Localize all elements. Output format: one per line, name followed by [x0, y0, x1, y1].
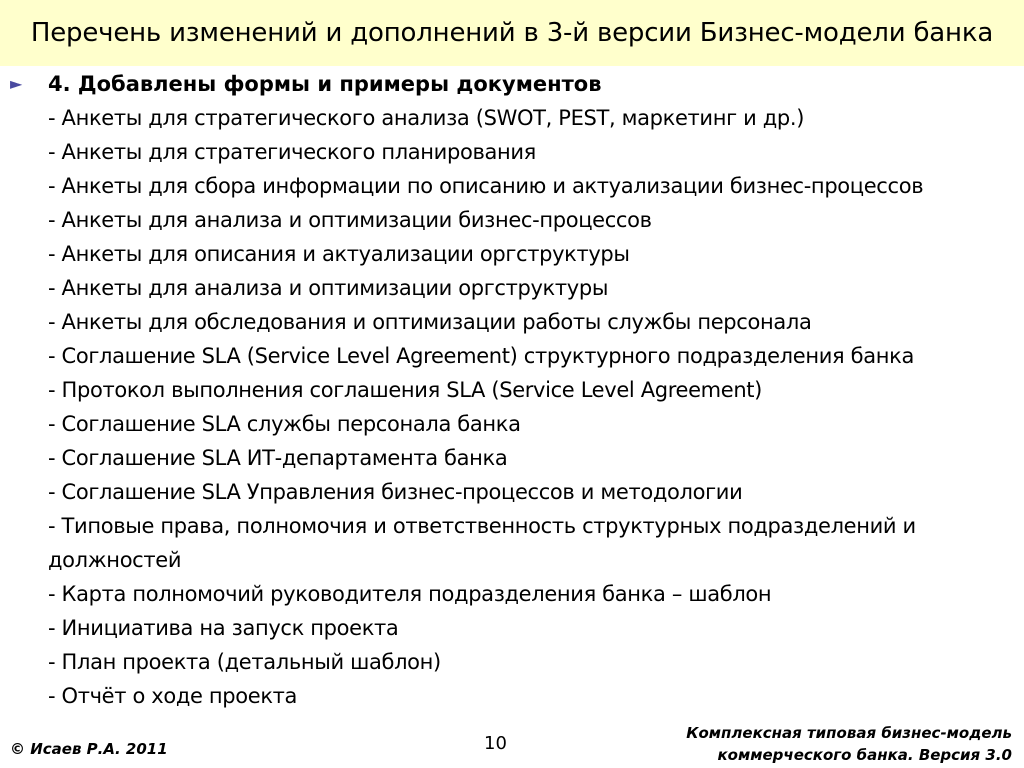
list-item: - Отчёт о ходе проекта: [48, 684, 298, 708]
product-caption-line1: Комплексная типовая бизнес-модель: [686, 724, 1012, 742]
list-item: - Анкеты для описания и актуализации оргструктуры: [48, 242, 630, 266]
list-item: - Типовые права, полномочия и ответственность структурных подразделений и должностей: [48, 514, 916, 572]
list-item: - План проекта (детальный шаблон): [48, 650, 441, 674]
list-item: - Соглашение SLA службы персонала банка: [48, 412, 521, 436]
list-item: - Соглашение SLA (Service Level Agreement) структурного подразделения банка: [48, 344, 914, 368]
list-item: - Анкеты для анализа и оптимизации оргструктуры: [48, 276, 609, 300]
list-item: - Протокол выполнения соглашения SLA (Service Level Agreement): [48, 378, 763, 402]
product-caption: [686, 722, 1012, 766]
page-number: 10: [484, 733, 507, 754]
list-item: - Соглашение SLA Управления бизнес-процессов и методологии: [48, 480, 743, 504]
list-item: - Анкеты для сбора информации по описанию и актуализации бизнес-процессов: [48, 174, 924, 198]
title-bar: [0, 0, 1024, 66]
document-list: [48, 101, 1013, 713]
product-caption-line2: коммерческого банка. Версия 3.0: [717, 746, 1012, 764]
copyright: © Исаев Р.А. 2011: [10, 740, 168, 758]
slide-title: Перечень изменений и дополнений в 3-й версии Бизнес-модели банка: [30, 18, 994, 48]
section-heading-row: [0, 67, 1024, 101]
list-item: - Соглашение SLA ИТ-департамента банка: [48, 446, 508, 470]
list-item: - Карта полномочий руководителя подразделения банка – шаблон: [48, 582, 772, 606]
list-item: - Анкеты для анализа и оптимизации бизнес-процессов: [48, 208, 652, 232]
triangle-bullet-icon: ►: [10, 74, 23, 93]
list-item: - Анкеты для обследования и оптимизации работы службы персонала: [48, 310, 812, 334]
section-heading: 4. Добавлены формы и примеры документов: [48, 72, 602, 96]
list-item: - Инициатива на запуск проекта: [48, 616, 399, 640]
list-item: - Анкеты для стратегического планирования: [48, 140, 536, 164]
list-item: - Анкеты для стратегического анализа (SWOT, PEST, маркетинг и др.): [48, 106, 805, 130]
